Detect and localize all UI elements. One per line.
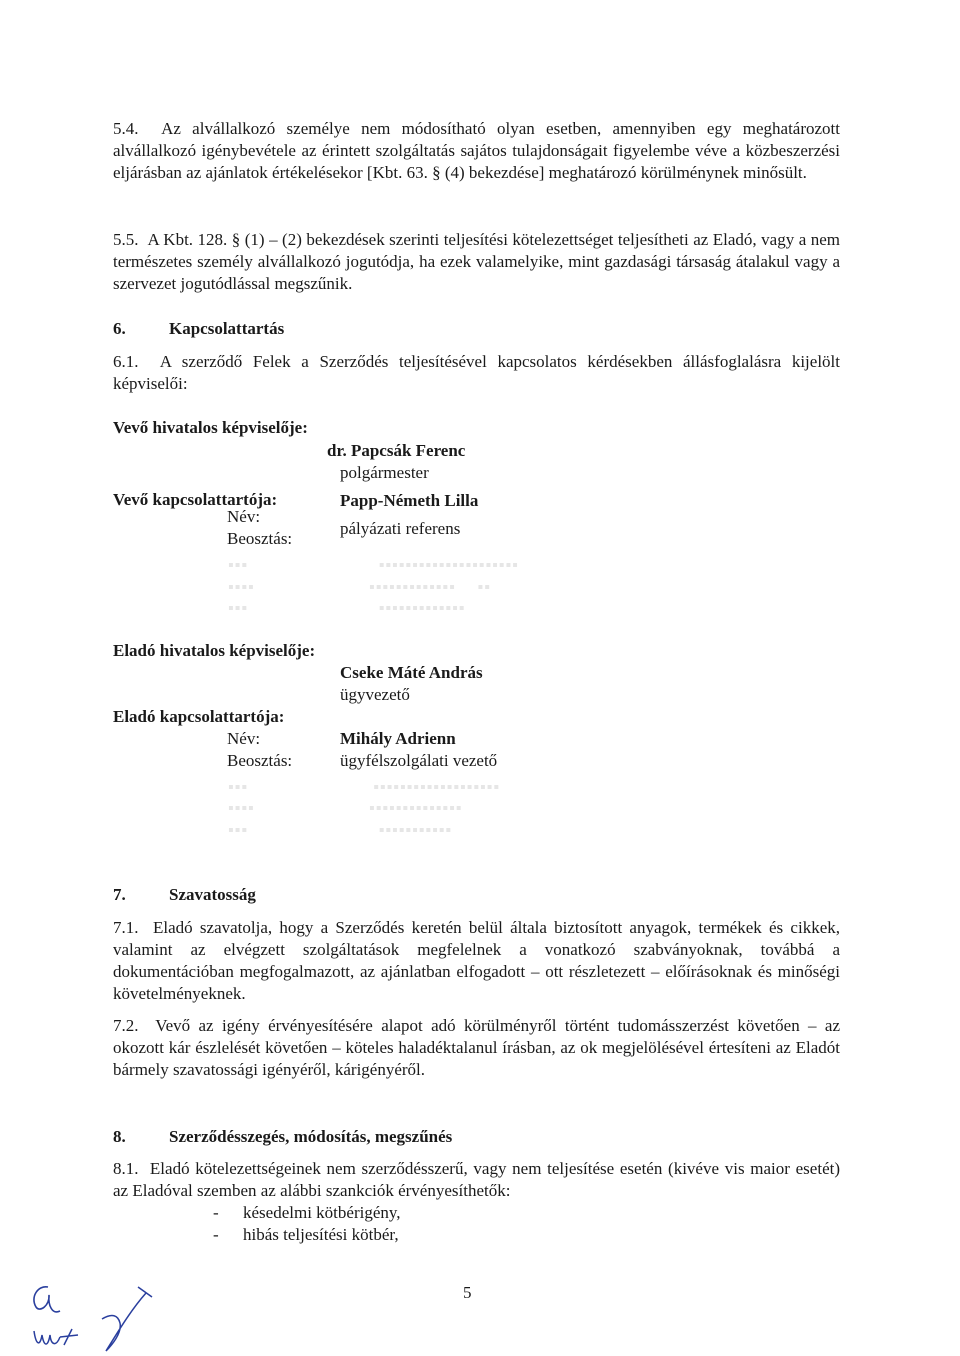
paragraph-7-1: 7.1. Eladó szavatolja, hogy a Szerződés keretén belül általa biztosított anyagok, termékek és cikkek, valamint az elvégzett szolgáltatások megfelelnek a vonatkozó szabványoknak, továbbá a dokumentációban megfogalmazott, az ajánlatban elfogadott – ott részletezett – előírásoknak és minőségi követelményeknek. (113, 918, 840, 1003)
buyer-official-title: polgármester (340, 463, 429, 482)
bleed-through-mark: ▪▪▪ ▪▪▪▪▪▪▪▪▪▪▪▪▪▪▪▪▪▪▪ (228, 779, 501, 796)
paragraph-6-1: 6.1. A szerződő Felek a Szerződés teljesítésével kapcsolatos kérdésekben állásfoglalásra kijelölt képviselői: (113, 352, 840, 393)
seller-name-label: Név: (227, 729, 261, 748)
section-title: Szavatosság (169, 885, 256, 904)
seller-contact-label: Eladó kapcsolattartója: (113, 707, 285, 726)
paragraph-5-4: 5.4. Az alvállalkozó személye nem módosítható olyan esetben, amennyiben egy meghatározott alvállalkozó igénybevétele az érintett szolgáltatás sajátos tulajdonságait figyelembe véve a közbeszerzési eljárásban az ajánlatok értékelésekor [Kbt. 63. § (4) bekezdése] meghatározó körülménynek minősült. (113, 119, 840, 182)
list-item-text: hibás teljesítési kötbér, (243, 1225, 399, 1244)
bleed-through-mark: ▪▪▪ ▪▪▪▪▪▪▪▪▪▪▪▪▪ (228, 600, 466, 617)
buyer-contact-position: pályázati referens (340, 519, 461, 538)
buyer-official-name: dr. Papcsák Ferenc (327, 441, 466, 460)
seller-contact-name: Mihály Adrienn (340, 729, 456, 748)
list-item (213, 1225, 399, 1245)
buyer-official-label: Vevő hivatalos képviselője: (113, 418, 308, 437)
section-heading-8 (113, 1127, 452, 1147)
section-title: Kapcsolattartás (169, 319, 285, 338)
handwritten-initials (20, 1275, 170, 1355)
buyer-contact-name: Papp-Németh Lilla (340, 491, 479, 510)
seller-official-title: ügyvezető (340, 685, 410, 704)
section-number: 7. (113, 885, 126, 904)
list-item-text: késedelmi kötbérigény, (243, 1203, 401, 1222)
section-heading-6 (113, 319, 284, 339)
paragraph-5-5: 5.5. A Kbt. 128. § (1) – (2) bekezdések szerinti teljesítési kötelezettséget teljesítheti az Eladó, vagy a nem természetes személy alvállalkozó jogutódja, ha ezek valamelyike, mint gazdasági társaság átalakul vagy a szervezet jogutódlással megszűnik. (113, 230, 840, 293)
paragraph-7-2: 7.2. Vevő az igény érvényesítésére alapot adó körülményről történt tudomásszerzést követően – az okozott kár észlelését követően – köteles haladéktalanul írásban, az ok megjelölésével értesíteni az Eladót bármely szavatossági igényéről, kárigényéről. (113, 1016, 840, 1079)
section-number: 8. (113, 1127, 126, 1146)
buyer-name-label: Név: (227, 507, 261, 526)
bleed-through-mark: ▪▪▪ ▪▪▪▪▪▪▪▪▪▪▪▪▪▪▪▪▪▪▪▪▪ (228, 557, 519, 574)
seller-official-label: Eladó hivatalos képviselője: (113, 641, 316, 660)
buyer-contact-label: Vevő kapcsolattartója: (113, 490, 278, 509)
bleed-through-mark: ▪▪▪▪ ▪▪▪▪▪▪▪▪▪▪▪▪▪▪ (228, 800, 463, 817)
list-item (213, 1203, 401, 1223)
bullet-dash: - (213, 1225, 219, 1244)
page-number: 5 (463, 1283, 472, 1302)
seller-official-name: Cseke Máté András (340, 663, 483, 682)
paragraph-8-1: 8.1. Eladó kötelezettségeinek nem szerződésszerű, vagy nem teljesítése esetén (kivéve vis maior esetét) az Eladóval szemben az alábbi szankciók érvényesíthetők: (113, 1159, 840, 1200)
section-heading-7 (113, 885, 256, 905)
seller-contact-position: ügyfélszolgálati vezető (340, 751, 498, 770)
section-title: Szerződésszegés, módosítás, megszűnés (169, 1127, 453, 1146)
seller-position-label: Beosztás: (227, 751, 293, 770)
buyer-position-label: Beosztás: (227, 529, 293, 548)
section-number: 6. (113, 319, 126, 338)
bleed-through-mark: ▪▪▪▪ ▪▪▪▪▪▪▪▪▪▪▪▪▪ ▪▪ (228, 579, 491, 596)
bullet-dash: - (213, 1203, 219, 1222)
bleed-through-mark: ▪▪▪ ▪▪▪▪▪▪▪▪▪▪▪ (228, 822, 453, 839)
